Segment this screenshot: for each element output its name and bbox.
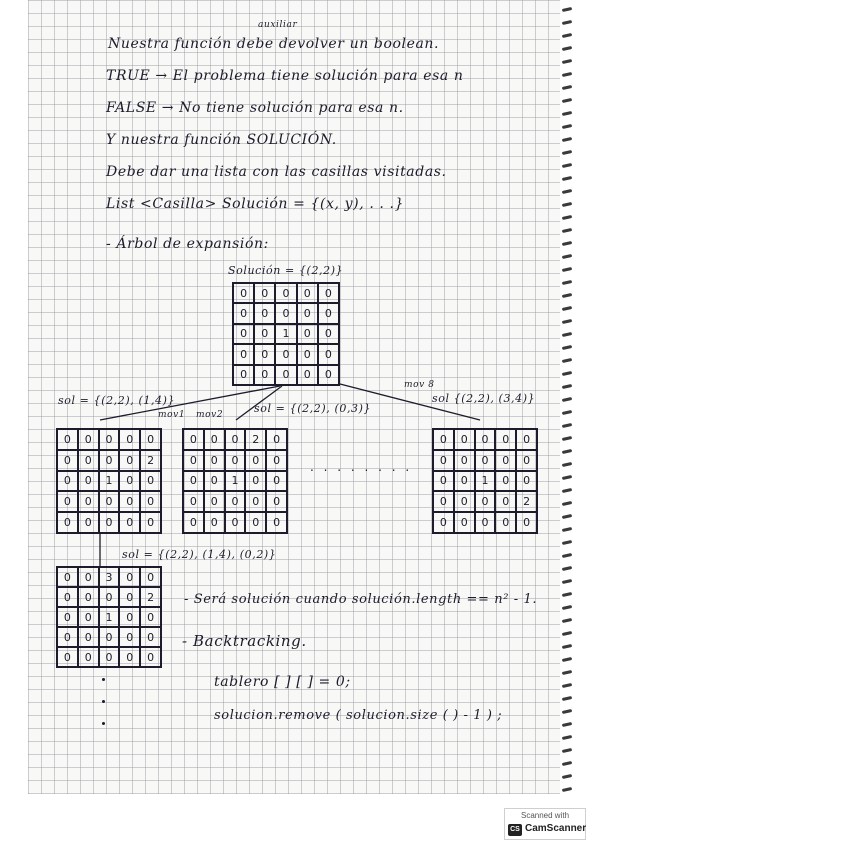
note-line-2: TRUE → El problema tiene solución para esa n	[106, 68, 464, 84]
board-bottom	[56, 566, 162, 668]
board-cell: 0	[233, 365, 254, 385]
board-cell: 0	[140, 607, 161, 627]
board-cell: 0	[204, 491, 225, 512]
board-cell: 0	[318, 365, 339, 385]
board-cell: 0	[183, 512, 204, 533]
board-cell: 0	[475, 491, 496, 512]
board-cell: 0	[78, 491, 99, 512]
board-cell: 0	[266, 471, 287, 492]
board-cell: 0	[204, 471, 225, 492]
board-cell: 0	[119, 607, 140, 627]
board-cell: 0	[57, 471, 78, 492]
board-cell: 0	[57, 647, 78, 667]
mov2-label: mov2	[196, 410, 224, 420]
board-cell: 0	[297, 365, 318, 385]
note-auxiliar: auxiliar	[258, 20, 298, 30]
board-cell: 0	[183, 471, 204, 492]
board-cell: 0	[495, 512, 516, 533]
board-cell: 0	[275, 303, 296, 323]
scanner-brand: CamScanner	[525, 823, 587, 834]
board-cell: 0	[297, 303, 318, 323]
board-cell: 0	[99, 627, 120, 647]
board-cell: 0	[225, 512, 246, 533]
board-cell: 0	[245, 471, 266, 492]
board-cell: 0	[318, 344, 339, 364]
board-cell: 0	[516, 429, 537, 450]
board-left	[56, 428, 162, 534]
board-cell: 0	[433, 429, 454, 450]
board-cell: 0	[254, 283, 275, 303]
board-cell: 0	[140, 567, 161, 587]
board-cell: 0	[433, 450, 454, 471]
board-cell: 0	[275, 344, 296, 364]
board-cell: 0	[57, 587, 78, 607]
board-cell: 1	[275, 324, 296, 344]
board-cell: 0	[275, 283, 296, 303]
board-cell: 0	[516, 512, 537, 533]
board-cell: 0	[318, 324, 339, 344]
board-cell: 1	[99, 471, 120, 492]
board-cell: 0	[119, 450, 140, 471]
continuation-dot	[102, 678, 105, 681]
board-cell: 0	[275, 365, 296, 385]
board-cell: 0	[119, 491, 140, 512]
board-cell: 1	[99, 607, 120, 627]
board-cell: 0	[233, 344, 254, 364]
board-cell: 2	[245, 429, 266, 450]
board-cell: 0	[140, 647, 161, 667]
board-cell: 0	[140, 429, 161, 450]
sol-mid-label: sol = {(2,2), (0,3)}	[254, 402, 372, 415]
board-cell: 0	[475, 450, 496, 471]
board-cell: 0	[266, 450, 287, 471]
board-cell: 0	[57, 607, 78, 627]
note-line-3: FALSE → No tiene solución para esa n.	[106, 100, 404, 116]
board-cell: 0	[119, 647, 140, 667]
board-cell: 0	[57, 627, 78, 647]
board-cell: 0	[140, 512, 161, 533]
board-cell: 0	[78, 587, 99, 607]
board-cell: 1	[225, 471, 246, 492]
board-cell: 0	[204, 450, 225, 471]
board-cell: 0	[254, 365, 275, 385]
mov1-label: mov1	[158, 410, 186, 420]
board-cell: 0	[78, 567, 99, 587]
board-cell: 0	[57, 429, 78, 450]
board-cell: 0	[266, 429, 287, 450]
board-cell: 0	[99, 450, 120, 471]
board-cell: 0	[225, 429, 246, 450]
board-cell: 0	[78, 450, 99, 471]
board-cell: 0	[57, 450, 78, 471]
board-cell: 0	[254, 324, 275, 344]
sol-bottom-label: sol = {(2,2), (1,4), (0,2)}	[122, 548, 277, 561]
root-solution-label: Solución = {(2,2)}	[228, 264, 344, 277]
board-cell: 0	[99, 647, 120, 667]
board-cell: 3	[99, 567, 120, 587]
board-cell: 0	[99, 512, 120, 533]
board-cell: 0	[516, 450, 537, 471]
board-cell: 0	[99, 491, 120, 512]
board-cell: 0	[318, 303, 339, 323]
board-cell: 0	[119, 587, 140, 607]
note-line-1: Nuestra función debe devolver un boolean.	[108, 36, 440, 52]
board-cell: 0	[245, 491, 266, 512]
note-line-6: List <Casilla> Solución = {(x, y), . . .}	[106, 196, 405, 212]
sol-right-label: sol {(2,2), (3,4)}	[432, 392, 536, 405]
board-cell: 0	[119, 512, 140, 533]
note-line-7: - Árbol de expansión:	[106, 236, 269, 252]
board-cell: 0	[99, 587, 120, 607]
board-cell: 0	[183, 450, 204, 471]
board-cell: 0	[318, 283, 339, 303]
board-cell: 0	[254, 344, 275, 364]
board-cell: 0	[495, 429, 516, 450]
camscanner-logo-icon: CS	[508, 824, 522, 836]
board-cell: 0	[297, 344, 318, 364]
board-cell: 0	[495, 491, 516, 512]
code-line-2: solucion.remove ( solucion.size ( ) - 1 ) ;	[214, 708, 503, 723]
board-cell: 0	[78, 512, 99, 533]
board-right	[432, 428, 538, 534]
board-cell: 0	[78, 627, 99, 647]
note-line-4: Y nuestra función SOLUCIÓN.	[106, 132, 337, 148]
board-cell: 0	[78, 607, 99, 627]
board-cell: 0	[297, 324, 318, 344]
board-cell: 0	[57, 567, 78, 587]
board-cell: 0	[254, 303, 275, 323]
board-cell: 0	[475, 429, 496, 450]
board-cell: 0	[454, 429, 475, 450]
board-cell: 0	[99, 429, 120, 450]
board-cell: 0	[266, 491, 287, 512]
board-cell: 0	[475, 512, 496, 533]
board-cell: 0	[433, 512, 454, 533]
board-cell: 0	[233, 324, 254, 344]
board-cell: 0	[57, 491, 78, 512]
board-cell: 0	[119, 471, 140, 492]
board-cell: 0	[266, 512, 287, 533]
board-cell: 0	[233, 303, 254, 323]
board-cell: 2	[516, 491, 537, 512]
ellipsis-dots: . . . . . . . .	[310, 460, 413, 474]
board-cell: 0	[78, 647, 99, 667]
scanner-caption: Scanned with	[520, 811, 570, 820]
board-cell: 0	[225, 491, 246, 512]
board-cell: 0	[57, 512, 78, 533]
board-cell: 0	[204, 512, 225, 533]
board-cell: 0	[225, 450, 246, 471]
board-mid	[182, 428, 288, 534]
note-solucion: - Será solución cuando solución.length == n² - 1.	[184, 592, 538, 607]
board-cell: 0	[245, 450, 266, 471]
board-cell: 2	[140, 450, 161, 471]
board-cell: 0	[495, 471, 516, 492]
sol-left-label: sol = {(2,2), (1,4)}	[58, 394, 176, 407]
board-cell: 0	[454, 512, 475, 533]
board-cell: 0	[78, 429, 99, 450]
board-cell: 1	[475, 471, 496, 492]
board-cell: 0	[183, 429, 204, 450]
mov8-label: mov 8	[404, 380, 435, 390]
board-cell: 0	[140, 491, 161, 512]
note-line-5: Debe dar una lista con las casillas visitadas.	[106, 164, 447, 180]
board-cell: 0	[516, 471, 537, 492]
board-cell: 0	[433, 471, 454, 492]
continuation-dot	[102, 700, 105, 703]
note-backtracking: - Backtracking.	[182, 632, 307, 650]
board-cell: 0	[495, 450, 516, 471]
board-cell: 0	[78, 471, 99, 492]
code-line-1: tablero [ ] [ ] = 0;	[214, 674, 351, 690]
board-cell: 0	[454, 450, 475, 471]
board-cell: 0	[140, 471, 161, 492]
board-cell: 0	[245, 512, 266, 533]
board-cell: 0	[297, 283, 318, 303]
board-cell: 0	[140, 627, 161, 647]
continuation-dot	[102, 722, 105, 725]
board-cell: 0	[454, 491, 475, 512]
board-cell: 0	[119, 627, 140, 647]
board-cell: 0	[433, 491, 454, 512]
camscanner-badge	[504, 808, 586, 840]
board-cell: 0	[119, 567, 140, 587]
board-cell: 2	[140, 587, 161, 607]
board-cell: 0	[233, 283, 254, 303]
board-cell: 0	[183, 491, 204, 512]
board-cell: 0	[204, 429, 225, 450]
board-cell: 0	[119, 429, 140, 450]
board-cell: 0	[454, 471, 475, 492]
